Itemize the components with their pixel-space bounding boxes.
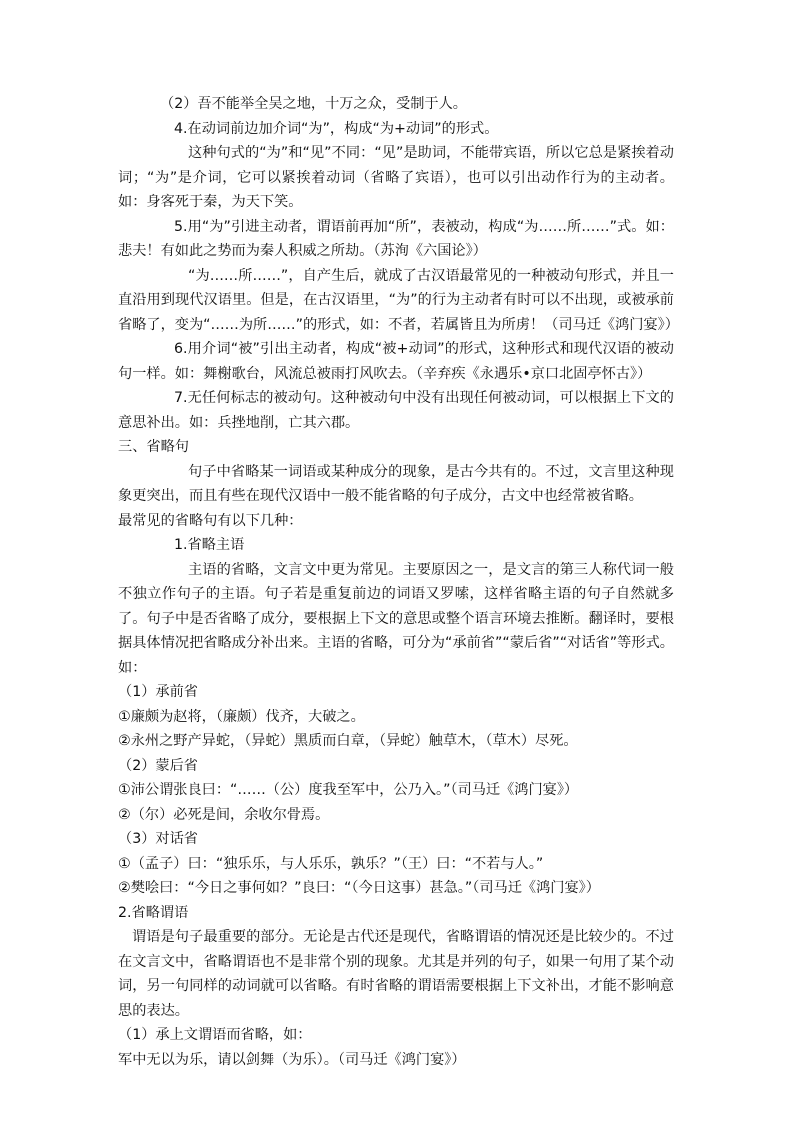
subheading-predicate-1: （1）承上文谓语而省略，如：: [118, 1027, 312, 1043]
rule-4-heading: 4.在动词前边加介词“为”，构成“为+动词”的形式。: [174, 120, 499, 137]
subheading-meng-hou: （2）蒙后省: [118, 757, 198, 774]
section-3-heading: 三、省略句: [118, 439, 189, 455]
rule-4-explanation: 这种句式的“为”和“见”不同：“见”是助词，不能带宾语，所以它总是紧挨着动词；“为”是介词，它可以紧挨着动词（省略了宾语），也可以引出动作行为的主动者。如：身客死于秦，为天下笑。: [118, 145, 674, 210]
example-item-2: （2）吾不能举全吴之地，十万之众，受制于人。: [160, 96, 467, 112]
example-meng-hou-2: ②（尔）必死是间，余收尔骨焉。: [118, 806, 330, 823]
example-cheng-qian-2: ②永州之野产异蛇，（异蛇）黑质而白章，（异蛇）触草木，（草木）尽死。: [118, 733, 578, 749]
example-meng-hou-1: ①沛公谓张良曰：“……（公）度我至军中，公乃入。”（司马迁《鸿门宴》）: [118, 782, 579, 798]
example-predicate-1: 军中无以为乐，请以剑舞（为乐）。（司马迁《鸿门宴》）: [118, 1051, 466, 1068]
document-page: [118, 92, 679, 1072]
subject-omission-explanation: 主语的省略，文言文中更为常见。主要原因之一，是文言的第三人称代词一般不独立作句子的主语。句子若是重复前边的词语又罗嗦，这样省略主语的句子自然就多了。句子中是否省略了成分，要根据上下文的意思或整个语言环境去推断。翻译时，要根据具体情况把省略成分补出来。主语的省略，可分为“承前省”“蒙后省”“对话省”等形式。如：: [118, 561, 674, 676]
subheading-cheng-qian: （1）承前省: [118, 684, 198, 700]
rule-6-heading: 6.用介词“被”引出主动者，构成“被+动词”的形式，这种形式和现代汉语的被动句一样。如：舞榭歌台，风流总被雨打风吹去。（辛弃疾《永遇乐•京口北固亭怀古》）: [118, 341, 674, 382]
subheading-dui-hua: （3）对话省: [118, 831, 198, 847]
example-cheng-qian-1: ①廉颇为赵将，（廉颇）伐齐，大破之。: [118, 708, 365, 725]
section-3-intro: 句子中省略某一词语或某种成分的现象，是古今共有的。不过，文言里这种现象更突出，而且有些在现代汉语中一般不能省略的句子成分，古文中也经常被省略。: [118, 463, 674, 504]
rule-5-heading: 5.用“为”引进主动者，谓语前再加“所”，表被动，构成“为……所……”式。如：悲夫！有如此之势而为秦人积威之所劫。（苏洵《六国论》）: [118, 218, 674, 259]
example-dui-hua-1: ①（孟子）曰：“独乐乐，与人乐乐，孰乐？”（王）曰：“不若与人。”: [118, 855, 544, 872]
predicate-omission-heading: 2.省略谓语: [118, 904, 189, 921]
section-3-list-intro: 最常见的省略句有以下几种：: [118, 512, 303, 529]
predicate-omission-explanation: 谓语是句子最重要的部分。无论是古代还是现代，省略谓语的情况还是比较少的。不过在文言文中，省略谓语也不是非常个别的现象。尤其是并列的句子，如果一句用了某个动词，另一句同样的动词就可以省略。有时省略的谓语需要根据上下文补出，才能不影响意思的表达。: [118, 929, 674, 1019]
rule-5-explanation: “为……所……”，自产生后，就成了古汉语最常见的一种被动句形式，并且一直沿用到现代汉语里。但是，在古汉语里，“为”的行为主动者有时可以不出现，或被承前省略了，变为“……为所……”的形式，如：不者，若属皆且为所虏！（司马迁《鸿门宴》）: [118, 267, 679, 333]
rule-7-heading: 7.无任何标志的被动句。这种被动句中没有出现任何被动词，可以根据上下文的意思补出。如：兵挫地削，亡其六郡。: [118, 390, 674, 431]
subject-omission-heading: 1.省略主语: [174, 537, 245, 553]
example-dui-hua-2: ②樊哙曰：“今日之事何如？”良曰：“（今日这事）甚急。”（司马迁《鸿门宴》）: [118, 880, 600, 896]
